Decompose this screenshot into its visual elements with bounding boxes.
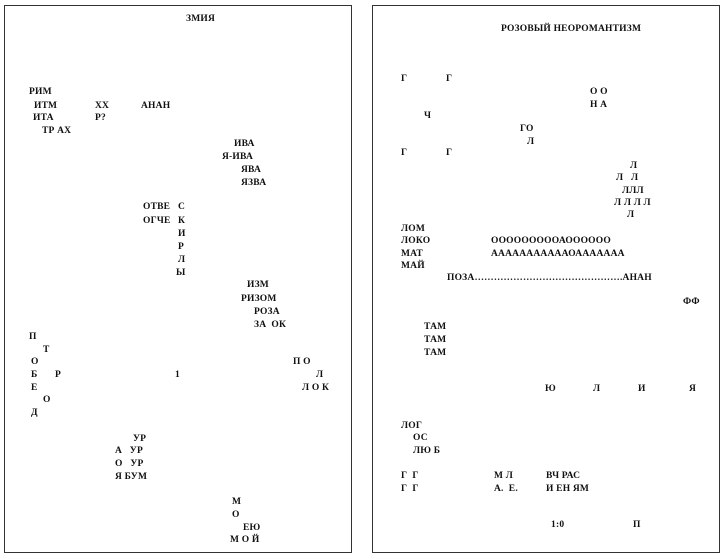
otve-line: ОТВЕ xyxy=(143,202,171,212)
xx-line: ХХ xyxy=(95,101,110,111)
lom-line: ЛОКО xyxy=(401,236,431,246)
moi-line: М О Й xyxy=(230,535,260,545)
l-line: Л Л Л Л xyxy=(614,198,651,208)
g-letter: Г xyxy=(401,148,408,158)
ml-line: А. Е. xyxy=(494,484,518,494)
log-line: ОС xyxy=(413,433,428,443)
right-poem-page xyxy=(372,5,720,553)
g-letter: Г xyxy=(446,74,453,84)
iva-line: ИВА xyxy=(234,139,255,149)
rim-line: РИМ xyxy=(29,87,52,97)
tam-line: ТАМ xyxy=(424,335,447,345)
left-poem-title: ЗМИЯ xyxy=(186,14,216,24)
vch-line: И ЕН ЯМ xyxy=(546,484,590,494)
polok-line: Л О К xyxy=(302,383,330,393)
skrily-letter: И xyxy=(178,229,186,239)
oo-line: Н А xyxy=(590,100,608,110)
lom-line: МАТ xyxy=(401,249,423,259)
number-one: 1 xyxy=(175,370,180,380)
rim-line: ИТА xyxy=(33,113,54,123)
lom-line: МАЙ xyxy=(401,261,425,271)
moi-line: ЕЮ xyxy=(243,523,261,533)
skrily-letter: Р xyxy=(178,242,185,252)
l-line: ЛЛЛ xyxy=(622,186,644,196)
vch-line: ВЧ РАС xyxy=(546,471,581,481)
skrily-letter: Ы xyxy=(176,268,186,278)
skrily-letter: С xyxy=(178,202,186,212)
l-line: Л xyxy=(627,210,635,220)
gg-line: Г Г xyxy=(401,471,419,481)
moi-line: О xyxy=(232,510,240,520)
yulia-letter: Л xyxy=(593,384,601,394)
moi-line: М xyxy=(232,497,242,507)
pobed-letter: Д xyxy=(31,408,38,418)
l-line: Л xyxy=(630,161,638,171)
yulia-letter: Я xyxy=(689,384,697,394)
g-letter: Г xyxy=(446,148,453,158)
xx-line: Р? xyxy=(95,113,106,123)
skrily-letter: Л xyxy=(178,255,186,265)
ur-line: А УР xyxy=(115,446,143,456)
otve-line: ОГЧЕ xyxy=(143,216,171,226)
ur-line: О УР xyxy=(115,459,144,469)
yulia-letter: Ю xyxy=(545,384,556,394)
g-letter: Г xyxy=(401,74,408,84)
a-row: АААААААААААОААААААА xyxy=(491,249,625,259)
left-poem-page xyxy=(4,5,352,553)
p-letter: Р xyxy=(55,370,62,380)
p-letter: П xyxy=(633,520,641,530)
pobed-letter: Т xyxy=(43,345,50,355)
iva-line: ЯЗВА xyxy=(241,178,267,188)
pobed-letter: Б xyxy=(31,370,38,380)
rim-line: ТР АХ xyxy=(42,126,72,136)
izm-line: ЗА ОК xyxy=(254,320,287,330)
anan-word: АНАН xyxy=(141,101,171,111)
yulia-letter: И xyxy=(638,384,646,394)
pobed-letter: О xyxy=(43,395,51,405)
o-row: ОООООООООАОООООО xyxy=(491,236,611,246)
izm-line: РОЗА xyxy=(254,307,280,317)
log-line: ЛЮ Б xyxy=(413,446,441,456)
poza-line: ПОЗА……………………………………….АНАН xyxy=(447,273,652,283)
pobed-letter: О xyxy=(31,357,39,367)
iva-line: Я-ИВА xyxy=(222,152,254,162)
polok-line: П О xyxy=(293,357,311,367)
log-line: ЛОГ xyxy=(401,421,423,431)
right-poem-title: РОЗОВЫЙ НЕОРОМАНТИЗМ xyxy=(501,24,642,34)
ch-letter: Ч xyxy=(424,111,432,121)
oo-line: О О xyxy=(590,87,608,97)
ur-line: УР xyxy=(133,434,147,444)
gg-line: Г Г xyxy=(401,484,419,494)
iva-line: ЯВА xyxy=(241,165,262,175)
score-text: 1:0 xyxy=(551,520,565,530)
izm-line: ИЗМ xyxy=(247,280,269,290)
pobed-letter: Е xyxy=(31,383,38,393)
polok-line: Л xyxy=(316,370,324,380)
go-line: ГО xyxy=(520,124,534,134)
pobed-letter: П xyxy=(29,332,37,342)
go-line: Л xyxy=(527,137,535,147)
ff-word: ФФ xyxy=(683,297,700,307)
ml-line: М Л xyxy=(494,471,514,481)
izm-line: РИЗОМ xyxy=(241,294,277,304)
skrily-letter: К xyxy=(178,216,186,226)
l-line: Л Л xyxy=(616,173,639,183)
tam-line: ТАМ xyxy=(424,322,447,332)
tam-line: ТАМ xyxy=(424,348,447,358)
ur-line: Я БУМ xyxy=(115,472,148,482)
rim-line: ИТМ xyxy=(34,101,58,111)
lom-line: ЛОМ xyxy=(401,224,426,234)
